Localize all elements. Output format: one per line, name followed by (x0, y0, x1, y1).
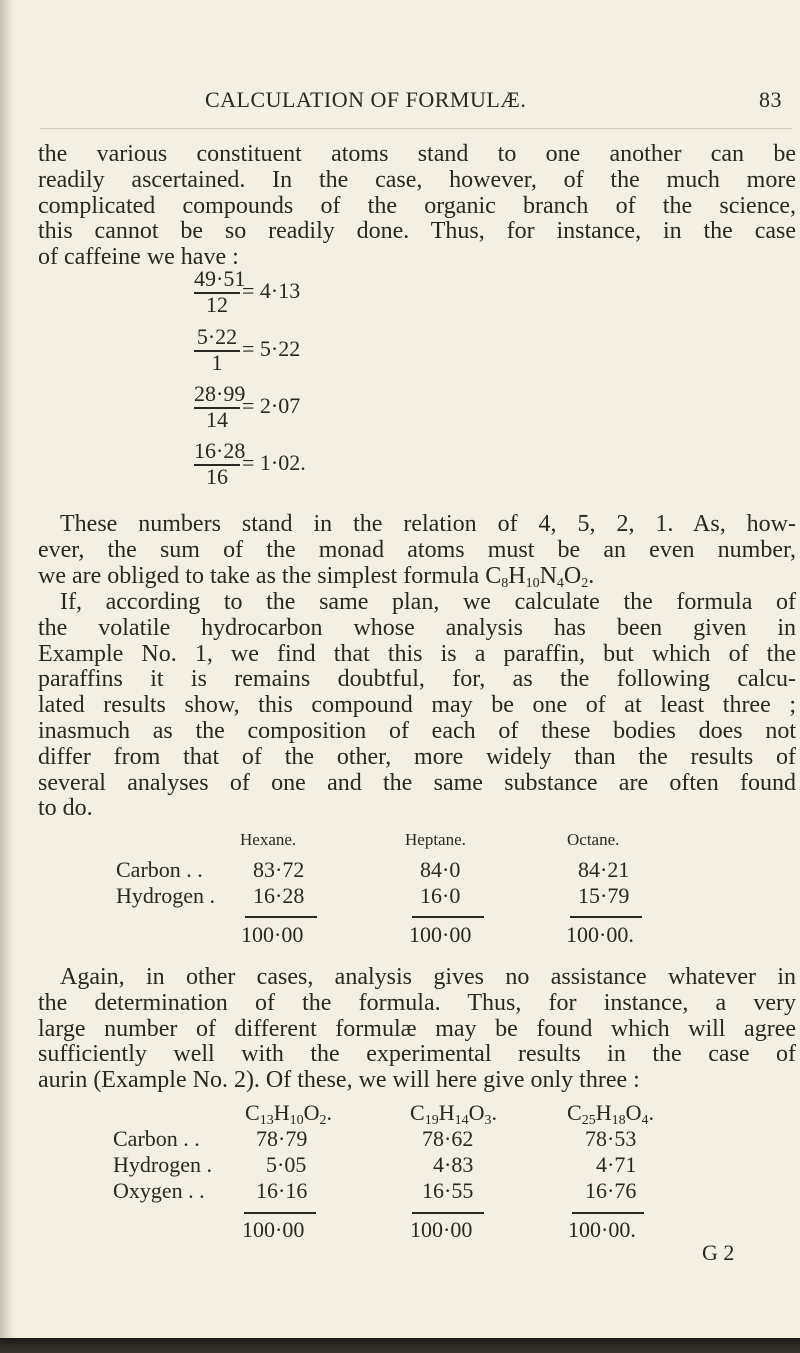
text-line: Again, in other cases, analysis gives no assistance whatever in (60, 964, 796, 990)
text-line: this cannot be so readily done. Thus, for instance, in the case (38, 218, 796, 245)
fraction-denominator: 16 (206, 464, 228, 489)
paragraph-paraffins (38, 590, 796, 822)
column-header-hexane: Hexane. (240, 830, 297, 849)
text-line: lated results show, this compound may be one of at least three ; (38, 692, 796, 719)
formula-end: . (588, 562, 595, 589)
sum-rule (244, 1212, 316, 1214)
text-line: the determination of the formula. Thus, for instance, a very (38, 989, 796, 1016)
total-cell: 100·00 (409, 922, 472, 947)
sum-rule (412, 916, 484, 918)
table-cell: 15·79 (578, 883, 630, 908)
fraction-result: = 1·02. (242, 450, 306, 475)
text-line: several analyses of one and the same substance are often found (38, 769, 796, 796)
table-cell: 16·0 (420, 883, 461, 908)
text-line: the volatile hydrocarbon whose analysis has been given in (38, 614, 796, 641)
table-cell: 78·62 (422, 1126, 474, 1151)
column-header-formula-1: $C_{13}H_{10}O_2$. (245, 1100, 332, 1128)
text-line: Example No. 1, we find that this is a paraffin, but which of the (38, 640, 796, 667)
fraction-result: = 5·22 (242, 336, 301, 361)
table-cell: 84·21 (578, 857, 630, 882)
total-cell: 100·00 (242, 1217, 305, 1242)
total-cell: 100·00 (410, 1217, 473, 1242)
paragraph-aurin (38, 965, 796, 1094)
paragraph-caffeine-intro (38, 142, 796, 271)
signature-mark: G 2 (702, 1240, 735, 1265)
total-cell: 100·00. (566, 922, 634, 947)
fraction-denominator: 1 (211, 350, 223, 375)
subscript: 8 (501, 575, 509, 591)
element-symbol: H (508, 562, 526, 589)
table-cell: 78·79 (256, 1126, 308, 1151)
sum-rule (412, 1212, 484, 1214)
subscript: 10 (525, 575, 540, 591)
text-line: inasmuch as the composition of each of these bodies does not (38, 717, 796, 744)
table-cell: 16·28 (253, 883, 305, 908)
total-cell: 100·00 (241, 922, 304, 947)
column-header-formula-3: $C_{25}H_{18}O_4$. (567, 1100, 654, 1128)
row-label-hydrogen: Hydrogen . (113, 1152, 212, 1177)
column-header-heptane: Heptane. (405, 830, 466, 849)
text-line: paraffins it is remains doubtful, for, as the following calcu- (38, 666, 796, 693)
table-cell: 5·05 (266, 1152, 307, 1177)
running-header (0, 87, 800, 117)
row-label-hydrogen: Hydrogen . (116, 883, 215, 908)
table-cell: 4·71 (596, 1152, 637, 1177)
row-label-carbon: Carbon . . (113, 1126, 200, 1151)
text-line: differ from that of the other, more widely than the results of (38, 743, 796, 770)
table-cell: 84·0 (420, 857, 461, 882)
text-line: These numbers stand in the relation of 4, 5, 2, 1. As, how- (60, 511, 796, 537)
element-symbol: N (539, 562, 557, 589)
text-line: of caffeine we have : (38, 244, 239, 271)
text-line: the various constituent atoms stand to one another can be (38, 141, 796, 167)
running-title: CALCULATION OF FORMULÆ. (205, 87, 527, 112)
table-cell: 4·83 (433, 1152, 474, 1177)
total-cell: 100·00. (568, 1217, 636, 1242)
table-cell: 16·16 (256, 1178, 308, 1203)
row-label-oxygen: Oxygen . . (113, 1178, 205, 1203)
text-line: ever, the sum of the monad atoms must be an even number, (38, 536, 796, 563)
fraction-numerator: 49·51 (194, 266, 246, 291)
table-cell: 16·55 (422, 1178, 474, 1203)
page-bottom-edge (0, 1338, 800, 1353)
page-gutter-shadow (0, 0, 18, 1353)
text-line-formula (38, 564, 796, 590)
fraction-result: = 4·13 (242, 278, 301, 303)
element-symbol: O (563, 562, 582, 589)
subscript: 4 (556, 575, 564, 591)
sum-rule (570, 916, 642, 918)
fraction-numerator: 16·28 (194, 438, 246, 463)
column-header-octane: Octane. (567, 830, 620, 849)
formula-lead: we are obliged to take as the simplest formula C (38, 562, 502, 589)
table-cell: 83·72 (253, 857, 305, 882)
page-number: 83 (759, 87, 782, 112)
text-line: If, according to the same plan, we calculate the formula of (60, 589, 796, 615)
header-rule (40, 128, 792, 129)
fraction-denominator: 14 (206, 407, 228, 432)
subscript: 2 (581, 575, 589, 591)
column-header-formula-2: $C_{19}H_{14}O_3$. (410, 1100, 497, 1128)
fraction-numerator: 28·99 (194, 381, 246, 406)
text-line: complicated compounds of the organic branch of the science, (38, 192, 796, 219)
table-cell: 16·76 (585, 1178, 637, 1203)
text-line: sufficiently well with the experimental results in the case of (38, 1041, 796, 1068)
sum-rule (572, 1212, 644, 1214)
sum-rule (245, 916, 317, 918)
fraction-numerator: 5·22 (196, 324, 238, 349)
text-line: aurin (Example No. 2). Of these, we will here give only three : (38, 1067, 640, 1094)
text-line: readily ascertained. In the case, however, of the much more (38, 166, 796, 193)
text-line: to do. (38, 795, 93, 822)
fraction-denominator: 12 (206, 292, 228, 317)
text-line: large number of different formulæ may be found which will agree (38, 1015, 796, 1042)
fraction-result: = 2·07 (242, 393, 301, 418)
row-label-carbon: Carbon . . (116, 857, 203, 882)
paragraph-caffeine-formula (38, 512, 796, 589)
table-cell: 78·53 (585, 1126, 637, 1151)
